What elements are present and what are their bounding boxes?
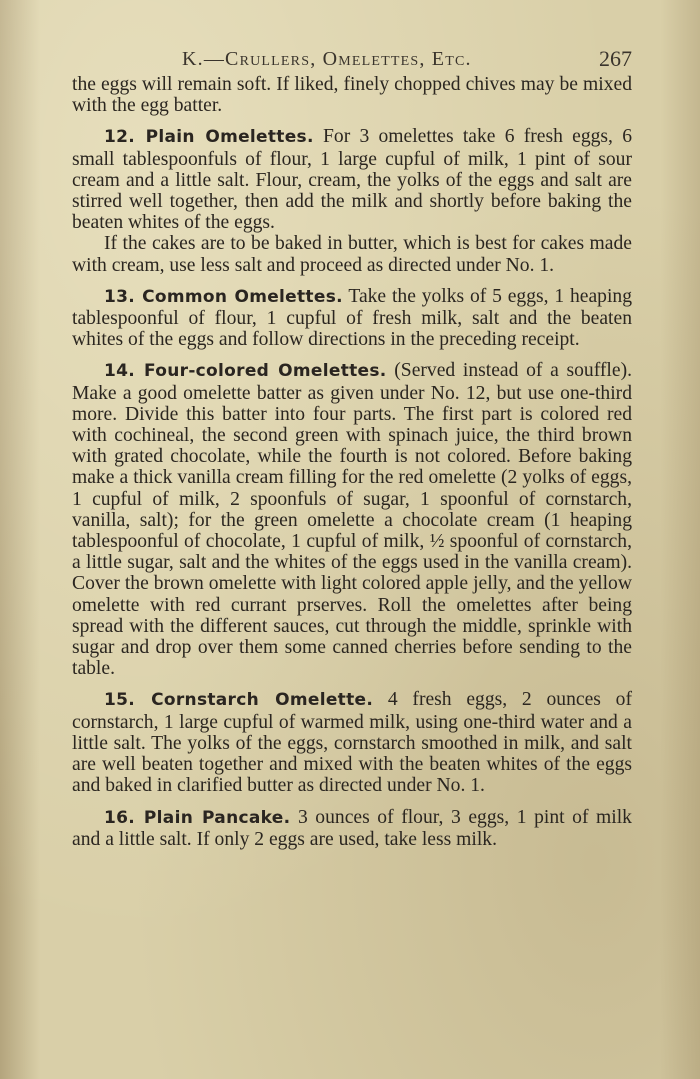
recipe-13 — [72, 286, 632, 351]
recipe-title: 14. Four-colored Omelettes. — [104, 361, 387, 382]
book-page — [72, 38, 632, 850]
running-title: K.—Crullers, Omelettes, Etc. — [182, 48, 472, 70]
recipe-title: 15. Cornstarch Omelette. — [104, 690, 374, 711]
body-text — [72, 74, 632, 850]
page-number: 267 — [599, 46, 632, 71]
recipe-12-note: If the cakes are to be baked in butter, which is best for cakes made with cream, use less salt and proceed as directed under No. 1. — [72, 233, 632, 276]
recipe-15 — [72, 689, 632, 796]
recipe-text: (Served instead of a souffle). Make a good omelette batter as given under No. 12, but use one-third more. Divide this batter into four parts. The first part is colored red with cochineal, the second green with spinach juice, the third brown with grated chocolate, while the fourth is not colored. Before baking make a thick vanilla cream filling for the red omelette (2 yolks of eggs, 1 cupful of milk, 2 spoonfuls of sugar, 1 spoonful of cornstarch, vanilla, salt); for the green omelette a chocolate cream (1 heaping tablespoonful of chocolate, 1 cupful of milk, ½ spoonful of cornstarch, a little sugar, salt and the whites of the eggs used in the vanilla cream). Cover the brown omelette with light colored apple jelly, and the yellow omelette with red currant prserves. Roll the omelettes after being spread with the different sauces, cut through the middle, sprinkle with sugar and drop over them some canned cherries before sending to the table. — [72, 360, 632, 680]
recipe-text: 3 ounces of flour, 3 eggs, 1 pint of milk and a little salt. If only 2 eggs are used, take less milk. — [72, 806, 632, 850]
recipe-text: For 3 omelettes take 6 fresh eggs, 6 small tablespoonfuls of flour, 1 large cupful of milk, 1 pint of sour cream and a little salt. Flour, cream, the yolks of the eggs and salt are stirred well together, then add the milk and shortly before baking the beaten whites of the eggs. — [72, 126, 632, 234]
recipe-text: 4 fresh eggs, 2 ounces of cornstarch, 1 large cupful of warmed milk, using one-third water and a little salt. The yolks of the eggs, cornstarch smoothed in milk, and salt are well beaten together and mixed with the beaten whites of the eggs and baked in clarified butter as directed under No. 1. — [72, 689, 632, 797]
recipe-14 — [72, 360, 632, 679]
intro-continuation: the eggs will remain soft. If liked, finely chopped chives may be mixed with the egg batter. — [72, 74, 632, 117]
running-head — [72, 38, 632, 74]
recipe-title: 13. Common Omelettes. — [104, 286, 343, 307]
recipe-title: 16. Plain Pancake. — [104, 807, 291, 828]
recipe-16 — [72, 807, 632, 850]
recipe-text: Take the yolks of 5 eggs, 1 heaping tablespoonful of flour, 1 cupful of fresh milk, salt and the beaten whites of the eggs and follow directions in the preceding receipt. — [72, 285, 633, 351]
recipe-12 — [72, 126, 632, 233]
recipe-title: 12. Plain Omelettes. — [104, 127, 314, 148]
